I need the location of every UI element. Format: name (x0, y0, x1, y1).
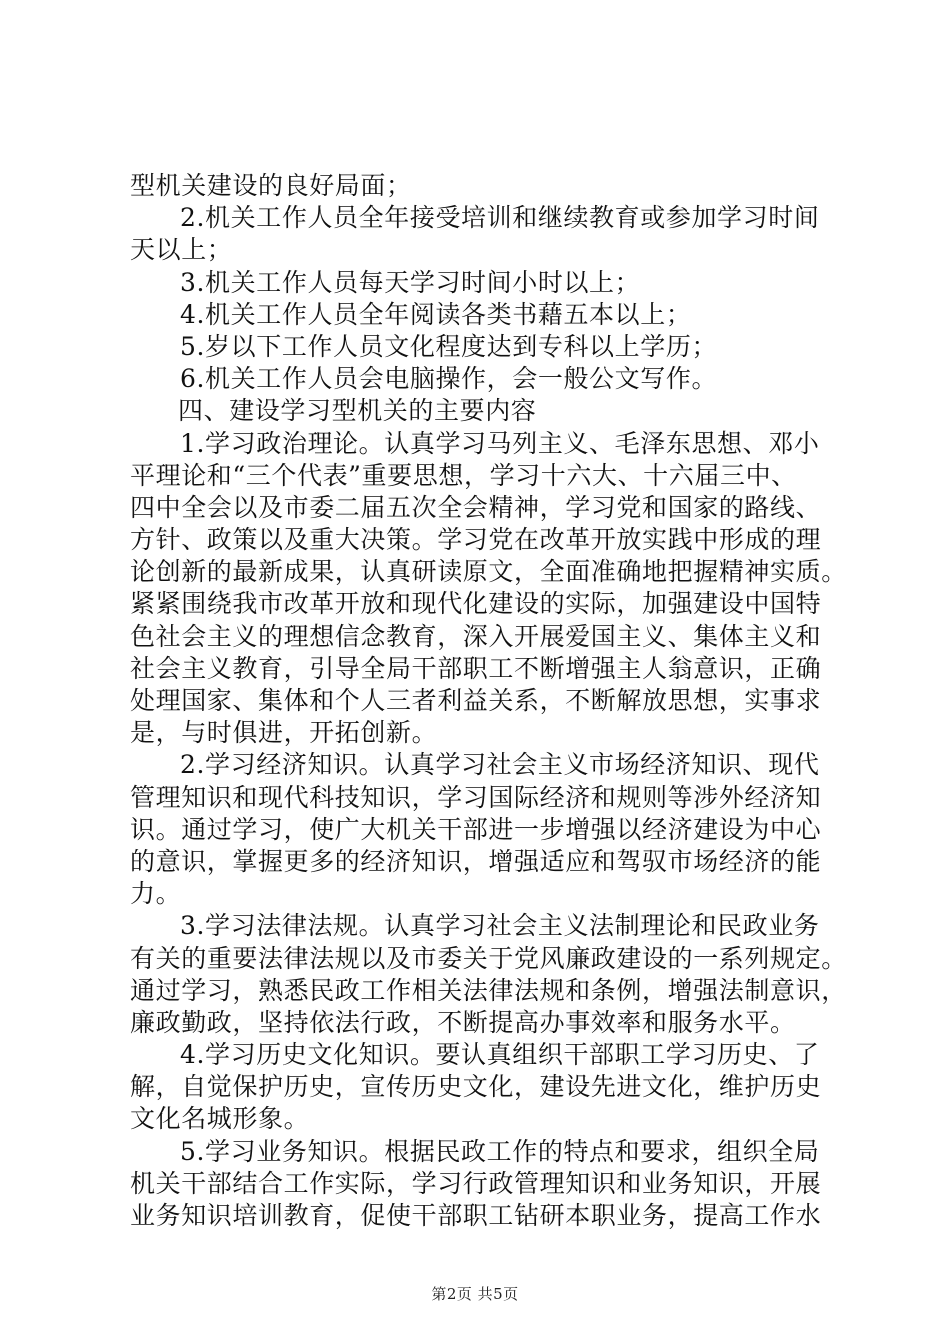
text-line: 廉政勤政，坚持依法行政，不断提高办事效率和服务水平。 (130, 1007, 796, 1037)
text-line: 3.机关工作人员每天学习时间小时以上； (180, 267, 641, 297)
text-line: 平理论和“三个代表”重要思想，学习十六大、十六届三中、 (130, 460, 797, 490)
text-line: 4.学习历史文化知识。要认真组织干部职工学习历史、了 (180, 1040, 820, 1070)
text-line: 文化名城形象。 (130, 1104, 310, 1134)
text-line: 是，与时俱进，开拓创新。 (130, 718, 438, 748)
text-line: 方针、政策以及重大决策。学习党在改革开放实践中形成的理 (130, 525, 822, 555)
text-line: 紧紧围绕我市改革开放和现代化建设的实际，加强建设中国特 (130, 589, 822, 619)
page-footer: 第2页 共5页 (431, 1285, 519, 1303)
text-line: 4.机关工作人员全年阅读各类书藉五本以上； (180, 299, 692, 329)
text-line: 论创新的最新成果，认真研读原文，全面准确地把握精神实质。 (130, 557, 847, 587)
text-line: 四中全会以及市委二届五次全会精神，学习党和国家的路线、 (130, 492, 822, 522)
text-line: 5.岁以下工作人员文化程度达到专科以上学历； (180, 331, 718, 361)
text-line: 1.学习政治理论。认真学习马列主义、毛泽东思想、邓小 (180, 428, 820, 458)
text-line: 6.机关工作人员会电脑操作，会一般公文写作。 (180, 364, 718, 394)
text-line: 力。 (130, 879, 182, 909)
section-heading: 四、建设学习型机关的主要内容 (178, 396, 537, 426)
text-line: 型机关建设的良好局面； (130, 171, 412, 200)
text-line: 社会主义教育，引导全局干部职工不断增强主人翁意识，正确 (130, 653, 822, 683)
text-line: 解，自觉保护历史，宣传历史文化，建设先进文化，维护历史 (130, 1072, 822, 1102)
text-line: 天以上； (130, 235, 233, 265)
text-line: 管理知识和现代科技知识，学习国际经济和规则等涉外经济知 (130, 782, 822, 812)
document-body (130, 170, 847, 1232)
text-line: 机关干部结合工作实际，学习行政管理知识和业务知识，开展 (130, 1168, 822, 1198)
text-line: 业务知识培训教育，促使干部职工钻研本职业务，提高工作水 (130, 1201, 822, 1230)
text-line: 识。通过学习，使广大机关干部进一步增强以经济建设为中心 (130, 814, 822, 844)
text-line: 处理国家、集体和个人三者利益关系，不断解放思想，实事求 (130, 686, 822, 715)
text-line: 的意识，掌握更多的经济知识，增强适应和驾驭市场经济的能 (130, 846, 822, 876)
text-line: 色社会主义的理想信念教育，深入开展爱国主义、集体主义和 (130, 621, 822, 651)
text-line: 2.学习经济知识。认真学习社会主义市场经济知识、现代 (180, 750, 820, 780)
text-line: 3.学习法律法规。认真学习社会主义法制理论和民政业务 (180, 911, 820, 941)
text-line: 2.机关工作人员全年接受培训和继续教育或参加学习时间 (180, 203, 820, 233)
text-line: 5.学习业务知识。根据民政工作的特点和要求，组织全局 (180, 1136, 820, 1166)
text-line: 通过学习，熟悉民政工作相关法律法规和条例，增强法制意识， (130, 975, 847, 1005)
text-line: 有关的重要法律法规以及市委关于党风廉政建设的一系列规定。 (130, 943, 847, 973)
